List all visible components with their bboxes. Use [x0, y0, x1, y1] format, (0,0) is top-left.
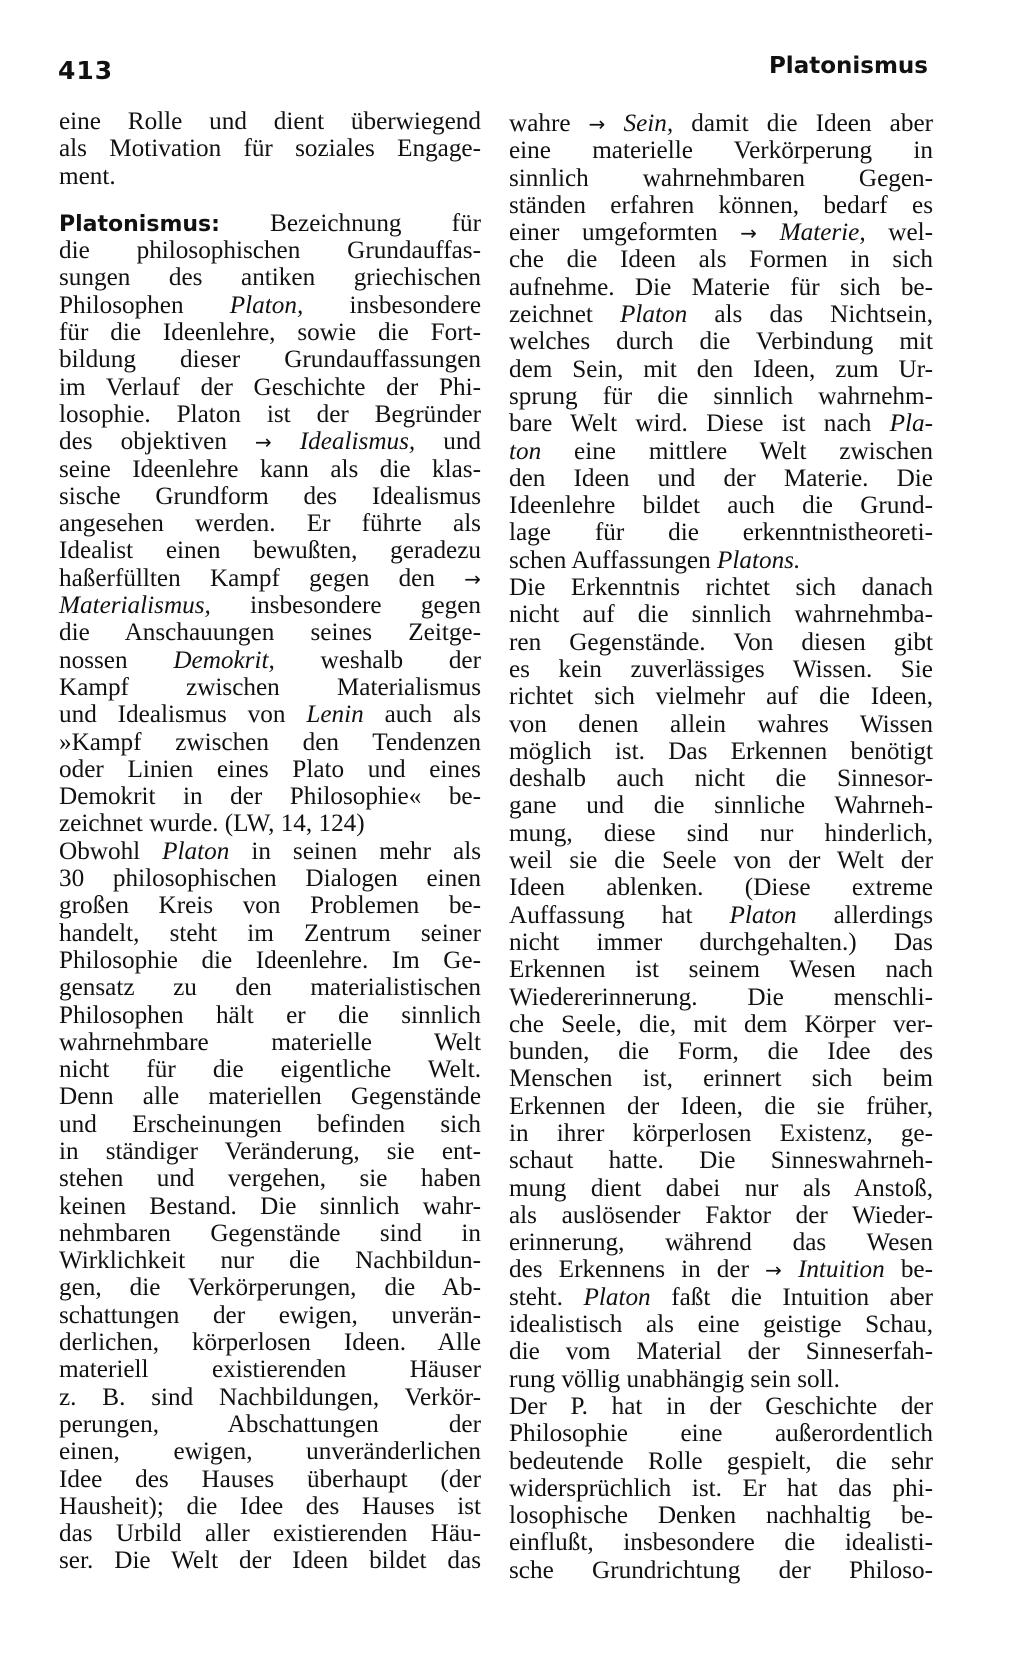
text-line: ser. Die Welt der Ideen bildet das — [59, 1547, 481, 1575]
text-line: zeichnet wurde. (LW, 14, 124) — [59, 810, 365, 838]
text-line: Die Erkenntnis richtet sich danach — [509, 574, 933, 602]
text-line: Der P. hat in der Geschichte der — [509, 1392, 933, 1420]
text-line: ren Gegenstände. Von diesen gibt — [509, 628, 933, 656]
text-line: Erkennen ist seinem Wesen nach — [509, 956, 933, 984]
entry-headword: Platonismus: — [59, 211, 220, 237]
text-line: 30 philosophischen Dialogen einen — [59, 865, 481, 893]
text-line: bunden, die Form, die Idee des — [509, 1038, 933, 1066]
text-line: Auffassung hat Platon allerdings — [509, 901, 933, 929]
cross-reference-arrow-icon: → — [765, 1258, 782, 1283]
text-line: für die Ideenlehre, sowie die Fort- — [59, 319, 481, 347]
text-line: von denen allein wahres Wissen — [509, 710, 933, 738]
text-line: großen Kreis von Problemen be- — [59, 892, 481, 920]
paragraph-gap — [59, 190, 481, 210]
text-line: widersprüchlich ist. Er hat das phi- — [509, 1474, 933, 1502]
text-line: keinen Bestand. Die sinnlich wahr- — [59, 1192, 481, 1220]
text-line: mung dient dabei nur als Anstoß, — [509, 1174, 933, 1202]
text-line: Ideen ablenken. (Diese extreme — [509, 874, 933, 902]
running-head: Platonismus — [768, 53, 928, 79]
text-line: nehmbaren Gegenstände sind in — [59, 1219, 481, 1247]
text-line: als auslösender Faktor der Wieder- — [509, 1201, 933, 1229]
text-line: die Anschauungen seines Zeitge- — [59, 619, 481, 647]
text-line: zeichnet Platon als das Nichtsein, — [509, 301, 934, 329]
text-line: Hausheit); die Idee des Hauses ist — [59, 1492, 481, 1520]
text-line: eine Rolle und dient überwiegend — [59, 108, 481, 135]
page-number: 413 — [58, 56, 114, 85]
text-line: in ständiger Veränderung, sie ent- — [59, 1137, 481, 1165]
entry-first-line — [59, 210, 481, 237]
text-line: Demokrit in der Philosophie« be- — [59, 783, 481, 811]
text-line: gane und die sinnliche Wahrneh- — [509, 792, 933, 820]
text-line: in ihrer körperlosen Existenz, ge- — [509, 1119, 933, 1147]
cross-reference[interactable]: Materialismus, — [59, 592, 211, 620]
text-line: nossen Demokrit, weshalb der — [59, 646, 482, 674]
text-line: che Seele, die, mit dem Körper ver- — [509, 1010, 933, 1038]
cross-reference[interactable]: Materie, — [779, 219, 866, 247]
left-column — [59, 108, 481, 1575]
text-line: bedeutende Rolle gespielt, die sehr — [509, 1447, 933, 1475]
text-line: sche Grundrichtung der Philoso- — [509, 1556, 933, 1584]
cross-reference-arrow-icon: → — [588, 112, 606, 136]
text-line: schen Auffassungen Platons. — [509, 546, 801, 574]
text-line: die vom Material der Sinneserfah- — [509, 1338, 933, 1366]
cross-reference[interactable]: Intuition — [797, 1256, 885, 1284]
text-line: mung, diese sind nur hinderlich, — [509, 819, 933, 847]
text-line: che die Ideen als Formen in sich — [509, 246, 933, 274]
text-line: richtet sich vielmehr auf die Ideen, — [509, 683, 933, 711]
cross-reference-arrow-icon: → — [254, 430, 272, 455]
person-name: Platon — [729, 901, 797, 929]
text-line: schattungen der ewigen, unverän- — [59, 1301, 481, 1329]
text-line: »Kampf zwischen den Tendenzen — [59, 728, 481, 756]
text-line: steht. Platon faßt die Intuition aber — [509, 1283, 934, 1311]
text-line: welches durch die Verbindung mit — [509, 328, 933, 356]
text-line: seine Ideenlehre kann als die klas- — [59, 455, 481, 483]
text-line: Kampf zwischen Materialismus — [59, 673, 481, 701]
text-line: des Erkennens in der → Intuition be- — [509, 1256, 933, 1284]
text-line: Idee des Hauses überhaupt (der — [59, 1465, 481, 1493]
text-line: es kein zuverlässiges Wissen. Sie — [509, 655, 933, 683]
text-line: Philosophen Platon, insbesondere — [59, 291, 481, 319]
cross-reference-arrow-icon: → — [740, 221, 758, 246]
text-line: Wirklichkeit nur die Nachbildun- — [59, 1247, 481, 1275]
text-line: im Verlauf der Geschichte der Phi- — [59, 373, 481, 401]
text-line: handelt, steht im Zentrum seiner — [59, 919, 481, 947]
text-line: eine materielle Verkörperung in — [509, 137, 933, 165]
text-line: sprung für die sinnlich wahrnehm- — [509, 382, 933, 410]
text-line: angesehen werden. Er führte als — [59, 510, 481, 538]
text-line: die philosophischen Grundauffas- — [59, 237, 481, 265]
text-line: lage für die erkenntnistheoreti- — [509, 519, 933, 547]
person-name: Pla- — [889, 410, 933, 438]
text-line: Wiedererinnerung. Die menschli- — [509, 983, 933, 1011]
text-line: einer umgeformten → Materie, wel- — [509, 219, 934, 247]
text-line: und Erscheinungen befinden sich — [59, 1110, 481, 1138]
text-line: den Ideen und der Materie. Die — [509, 464, 933, 492]
text-line: Philosophie eine außerordentlich — [509, 1420, 933, 1448]
cross-reference[interactable]: Sein, — [623, 110, 674, 137]
text-line: losophische Denken nachhaltig be- — [509, 1502, 933, 1530]
text-line: wahre → Sein, damit die Ideen aber — [509, 110, 934, 137]
text-line: Philosophie die Ideenlehre. Im Ge- — [59, 946, 481, 974]
text-line: nicht für die eigentliche Welt. — [59, 1056, 481, 1084]
text-line: Ideenlehre bildet auch die Grund- — [509, 492, 933, 520]
person-name: ton — [509, 437, 542, 465]
text-line: wahrnehmbare materielle Welt — [59, 1028, 481, 1056]
text-line: haßerfüllten Kampf gegen den → — [59, 564, 481, 592]
text-line: perungen, Abschattungen der — [59, 1410, 481, 1438]
text-line: dem Sein, mit den Ideen, zum Ur- — [509, 355, 933, 383]
person-name: Platons. — [717, 546, 801, 574]
text-line: stehen und vergehen, sie haben — [59, 1165, 481, 1193]
person-name: Demokrit, — [173, 646, 275, 674]
text-line: einflußt, insbesondere die idealisti- — [509, 1529, 933, 1557]
person-name: Platon — [620, 301, 688, 329]
text-line: bare Welt wird. Diese ist nach Pla- — [509, 410, 933, 438]
text-line: sungen des antiken griechischen — [59, 264, 481, 292]
text-line: möglich ist. Das Erkennen benötigt — [509, 737, 933, 765]
text-line: nicht immer durchgehalten.) Das — [509, 928, 933, 956]
text-line: Obwohl Platon in seinen mehr als — [59, 837, 482, 865]
text-line: z. B. sind Nachbildungen, Verkör- — [59, 1383, 481, 1411]
person-name: Lenin — [306, 701, 364, 729]
right-column — [509, 110, 933, 1584]
text-line: des objektiven → Idealismus, und — [59, 428, 482, 456]
text-line: schaut hatte. Die Sinneswahrneh- — [509, 1147, 933, 1175]
text-line: das Urbild aller existierenden Häu- — [59, 1520, 481, 1548]
text-line: derlichen, körperlosen Ideen. Alle — [59, 1329, 481, 1357]
text-line: gen, die Verkörperungen, die Ab- — [59, 1274, 481, 1302]
text-line: Menschen ist, erinnert sich beim — [509, 1065, 933, 1093]
cross-reference[interactable]: Idealismus, — [299, 428, 416, 456]
text-line: Idealist einen bewußten, geradezu — [59, 537, 481, 565]
text-line: und Idealismus von Lenin auch als — [59, 701, 482, 729]
person-name: Platon, — [229, 291, 304, 319]
text-line: Materialismus, insbesondere gegen — [59, 592, 481, 620]
text-line: bildung dieser Grundauffassungen — [59, 346, 481, 374]
text-line: ton eine mittlere Welt zwischen — [509, 437, 933, 465]
text-line: Denn alle materiellen Gegenstände — [59, 1083, 481, 1111]
text-line: oder Linien eines Plato und eines — [59, 755, 481, 783]
text-line: losophie. Platon ist der Begründer — [59, 400, 481, 428]
text-line: aufnehme. Die Materie für sich be- — [509, 273, 933, 301]
person-name: Platon — [162, 837, 230, 865]
text-line: rung völlig unabhängig sein soll. — [509, 1365, 840, 1393]
text-line: weil sie die Seele von der Welt der — [509, 847, 933, 875]
text-line: Erkennen der Ideen, die sie früher, — [509, 1092, 933, 1120]
text-line: nicht auf die sinnlich wahrnehmba- — [509, 601, 933, 629]
text-line: Philosophen hält er die sinnlich — [59, 1001, 481, 1029]
text-line: erinnerung, während das Wesen — [509, 1229, 933, 1257]
text-line: als Motivation für soziales Engage- — [59, 135, 481, 163]
text-line: deshalb auch nicht die Sinnesor- — [509, 765, 933, 793]
text-line: idealistisch als eine geistige Schau, — [509, 1311, 933, 1339]
text-line: sinnlich wahrnehmbaren Gegen- — [509, 164, 933, 192]
text-line: sische Grundform des Idealismus — [59, 482, 481, 510]
text-segment: Bezeichnung für — [270, 209, 481, 237]
text-line: ment. — [59, 162, 116, 190]
text-line: ständen erfahren können, bedarf es — [509, 191, 933, 219]
text-line: materiell existierenden Häuser — [59, 1356, 481, 1384]
text-line: gensatz zu den materialistischen — [59, 974, 481, 1002]
text-line: einen, ewigen, unveränderlichen — [59, 1438, 481, 1466]
cross-reference-arrow-icon: → — [464, 566, 481, 591]
person-name: Platon — [583, 1283, 651, 1311]
